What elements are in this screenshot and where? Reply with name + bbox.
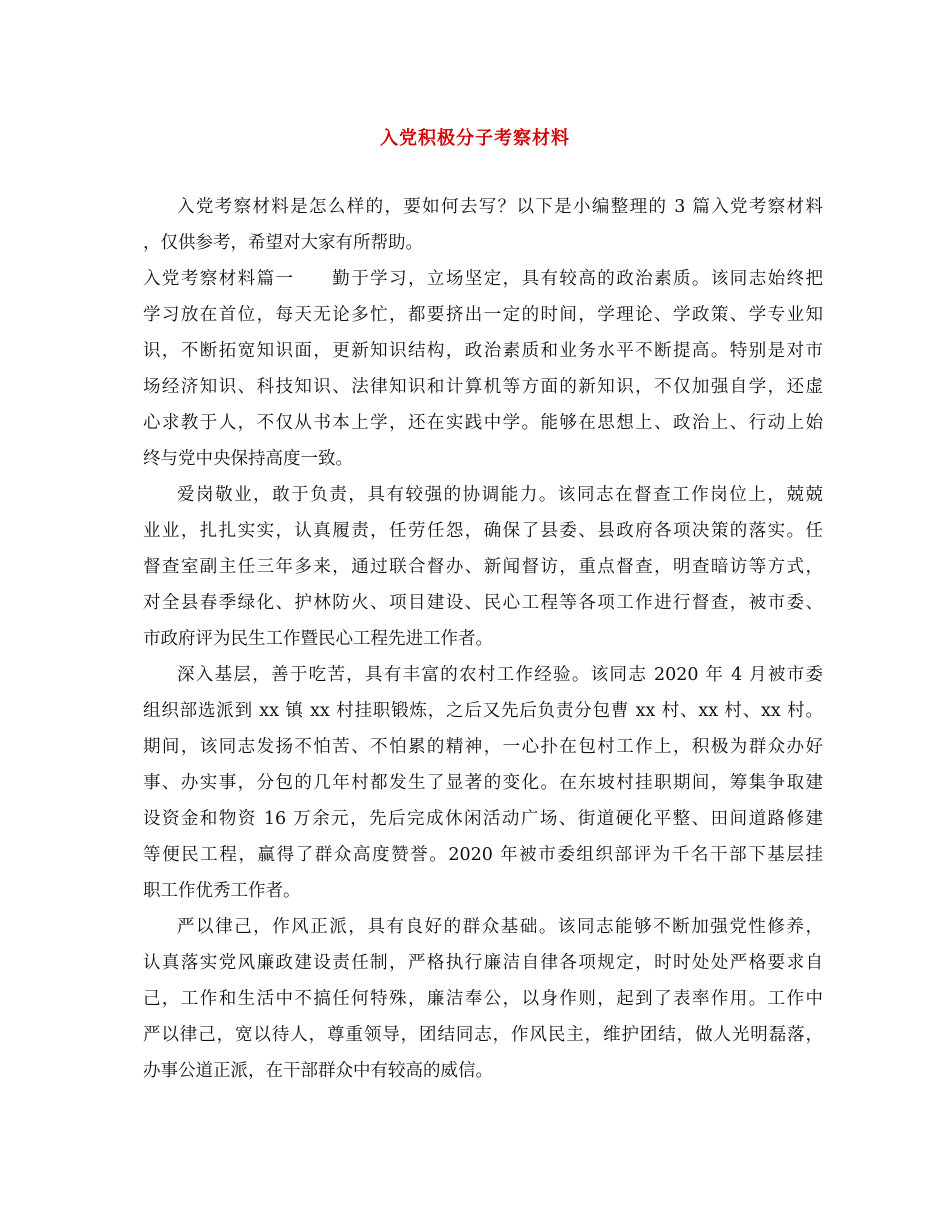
text-line: 对全县春季绿化、护林防火、项目建设、民心工程等各项工作进行督查，被市委、 [143, 593, 823, 613]
text-line: 等便民工程，赢得了群众高度赞誉。2020 年被市委组织部评为千名干部下基层挂 [143, 845, 823, 865]
text-line: 爱岗敬业，敢于负责，具有较强的协调能力。该同志在督查工作岗位上，兢兢 [177, 485, 823, 505]
text-line: 深入基层，善于吃苦，具有丰富的农村工作经验。该同志 2020 年 4 月被市委 [177, 665, 823, 685]
text-line: 学习放在首位，每天无论多忙，都要挤出一定的时间，学理论、学政策、学专业知 [143, 305, 823, 325]
text-line: 入党考察材料篇一 勤于学习，立场坚定，具有较高的政治素质。该同志始终把 [143, 269, 823, 289]
text-line: 期间，该同志发扬不怕苦、不怕累的精神，一心扑在包村工作上，积极为群众办好 [143, 737, 823, 757]
text-line: 督查室副主任三年多来，通过联合督办、新闻督访，重点督查，明查暗访等方式， [143, 557, 823, 577]
text-line: 设资金和物资 16 万余元，先后完成休闲活动广场、街道硬化平整、田间道路修建 [143, 809, 823, 829]
text-line: 业业，扎扎实实，认真履责，任劳任怨，确保了县委、县政府各项决策的落实。任 [143, 521, 823, 541]
text-line: 组织部选派到 xx 镇 xx 村挂职锻炼，之后又先后负责分包曹 xx 村、xx 村、xx 村。 [143, 701, 823, 721]
text-line: 心求教于人，不仅从书本上学，还在实践中学。能够在思想上、政治上、行动上始 [143, 413, 823, 433]
text-line: 职工作优秀工作者。 [143, 881, 301, 901]
text-line: 场经济知识、科技知识、法律知识和计算机等方面的新知识，不仅加强自学，还虚 [143, 377, 823, 397]
text-line: 认真落实党风廉政建设责任制，严格执行廉洁自律各项规定，时时处处严格要求自 [143, 953, 823, 973]
text-line: 办事公道正派，在干部群众中有较高的威信。 [143, 1061, 493, 1081]
text-line: 己，工作和生活中不搞任何特殊，廉洁奉公，以身作则，起到了表率作用。工作中 [143, 989, 823, 1009]
text-line: 市政府评为民生工作暨民心工程先进工作者。 [143, 629, 493, 649]
text-line: 终与党中央保持高度一致。 [143, 449, 353, 469]
text-line: 严以律己，宽以待人，尊重领导，团结同志，作风民主，维护团结，做人光明磊落， [143, 1025, 823, 1045]
text-line: 入党考察材料是怎么样的，要如何去写？以下是小编整理的 3 篇入党考察材料 [177, 197, 823, 217]
document-title: 入党积极分子考察材料 [380, 128, 570, 149]
text-line: 严以律己，作风正派，具有良好的群众基础。该同志能够不断加强党性修养， [177, 917, 823, 937]
text-line: 识，不断拓宽知识面，更新知识结构，政治素质和业务水平不断提高。特别是对市 [143, 341, 823, 361]
text-line: 事、办实事，分包的几年村都发生了显著的变化。在东坡村挂职期间，筹集争取建 [143, 773, 823, 793]
text-line: ，仅供参考，希望对大家有所帮助。 [143, 233, 423, 253]
